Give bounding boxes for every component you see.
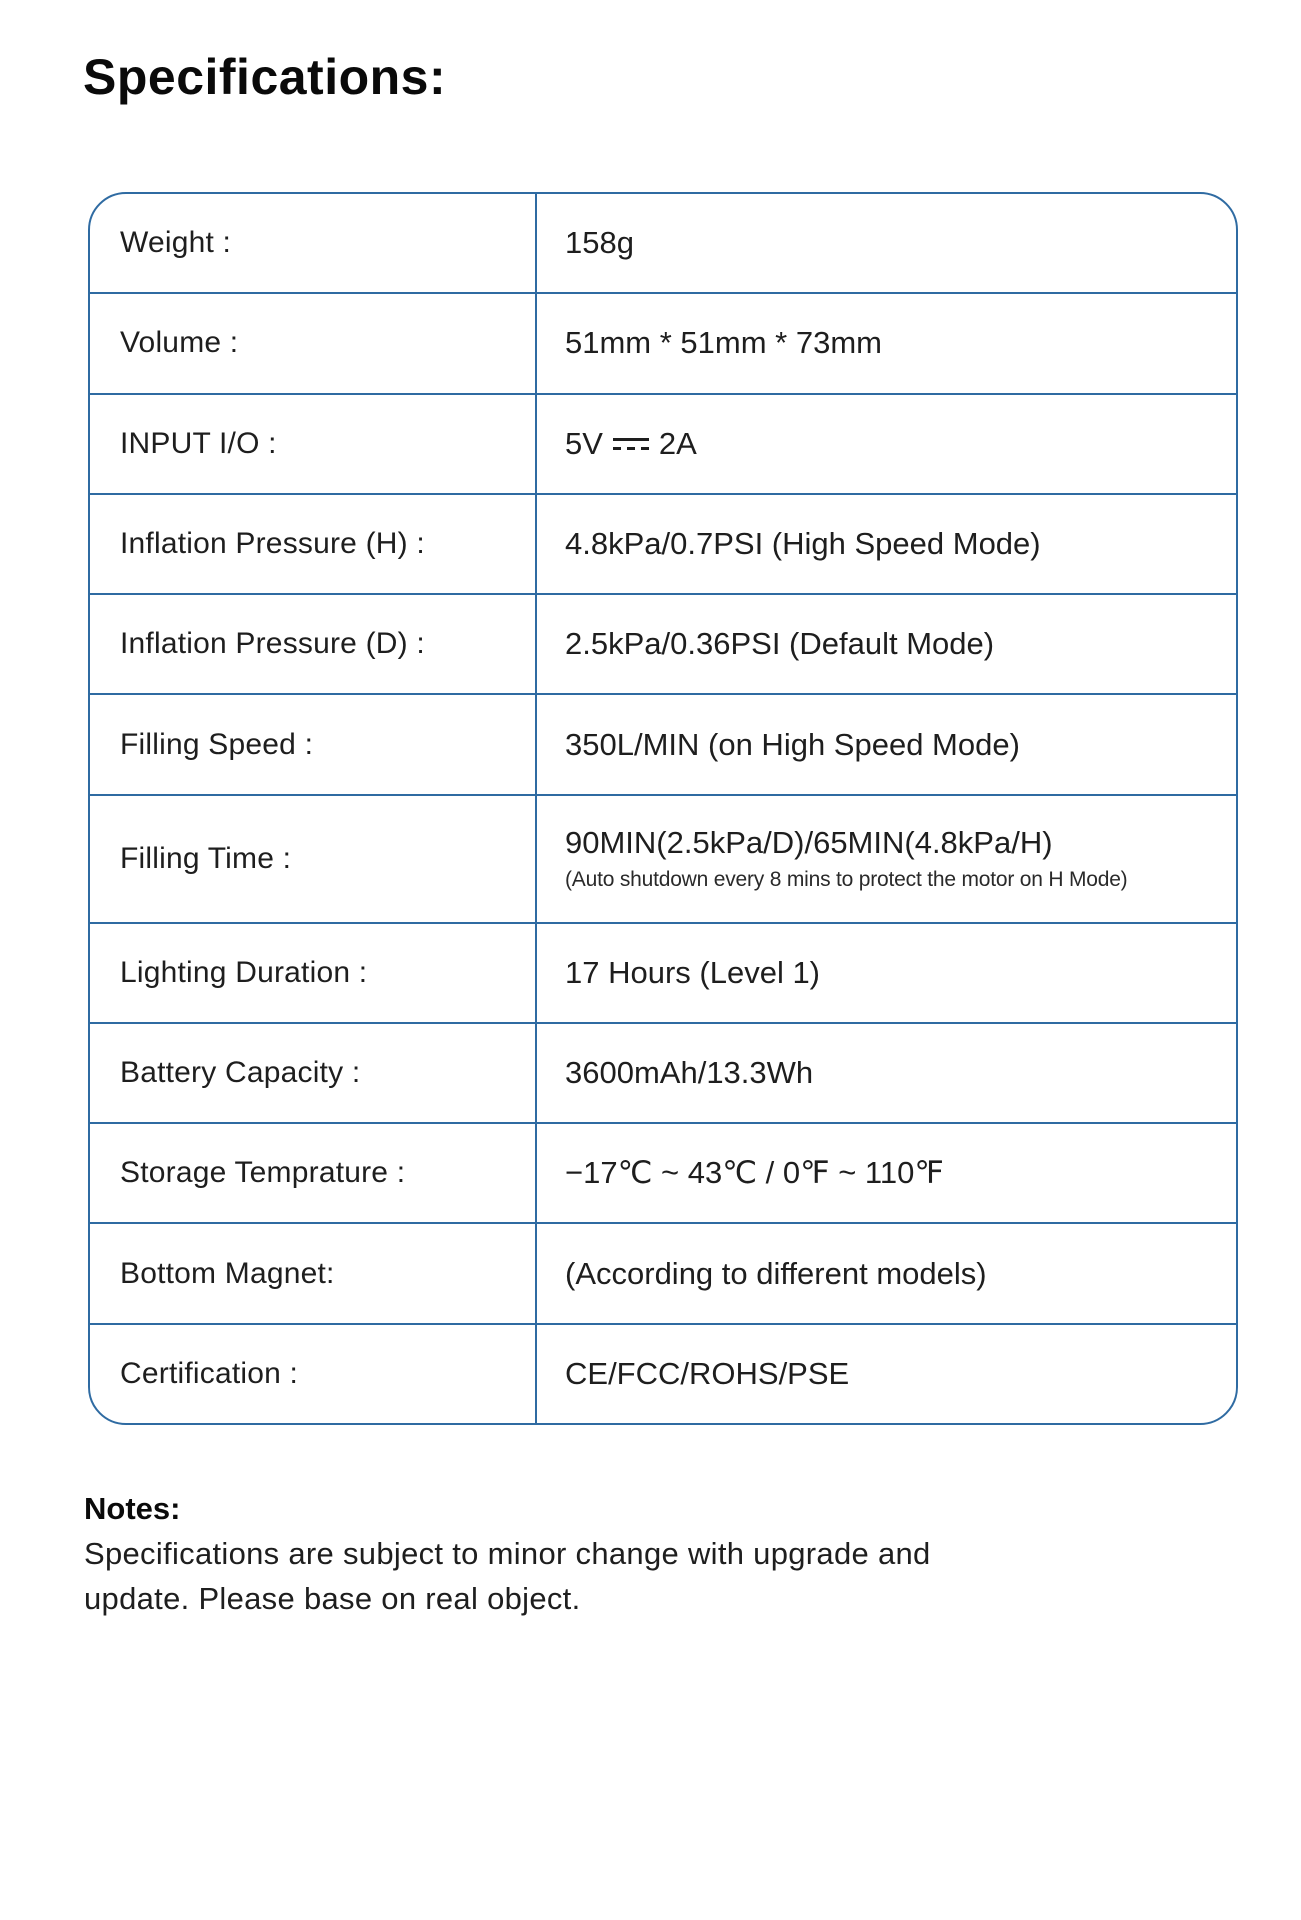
notes-text-line-2: update. Please base on real object.	[84, 1581, 581, 1616]
spec-value-text	[565, 426, 1236, 462]
spec-label: Inflation Pressure (H) :	[90, 495, 537, 593]
spec-value-cell	[537, 395, 1236, 493]
spec-value-cell	[537, 1325, 1236, 1423]
spec-label: Inflation Pressure (D) :	[90, 595, 537, 693]
notes-heading: Notes:	[84, 1491, 181, 1526]
spec-table-row	[90, 1122, 1236, 1222]
spec-value-cell	[537, 294, 1236, 392]
spec-label: Lighting Duration :	[90, 924, 537, 1022]
spec-table-row	[90, 922, 1236, 1022]
spec-value-note: (Auto shutdown every 8 mins to protect the motor on H Mode)	[565, 868, 1128, 892]
dc-current-icon	[613, 438, 649, 450]
spec-value-cell	[537, 595, 1236, 693]
spec-table-row	[90, 794, 1236, 922]
spec-value-text: 3600mAh/13.3Wh	[565, 1055, 814, 1091]
spec-table-row	[90, 493, 1236, 593]
spec-label: Filling Speed :	[90, 695, 537, 793]
spec-value-text: −17℃ ~ 43℃ / 0℉ ~ 110℉	[565, 1155, 944, 1191]
spec-value-text: 2.5kPa/0.36PSI (Default Mode)	[565, 626, 995, 662]
spec-label: Certification :	[90, 1325, 537, 1423]
spec-table-row	[90, 1022, 1236, 1122]
spec-value-text: 90MIN(2.5kPa/D)/65MIN(4.8kPa/H)	[565, 825, 1053, 861]
spec-value-cell	[537, 1224, 1236, 1322]
spec-value-cell	[537, 1024, 1236, 1122]
spec-label: Filling Time :	[90, 796, 537, 922]
spec-value-text: 158g	[565, 225, 634, 261]
spec-table-row	[90, 593, 1236, 693]
spec-label: INPUT I/O :	[90, 395, 537, 493]
spec-value-text: (According to different models)	[565, 1255, 987, 1291]
specifications-table	[88, 192, 1238, 1425]
spec-value-cell	[537, 695, 1236, 793]
spec-value-cell	[537, 924, 1236, 1022]
spec-value-cell	[537, 495, 1236, 593]
spec-label: Storage Temprature :	[90, 1124, 537, 1222]
notes-text-line-1: Specifications are subject to minor change with upgrade and	[84, 1536, 931, 1571]
spec-table-row	[90, 693, 1236, 793]
page-title: Specifications:	[83, 49, 447, 105]
notes-section	[84, 1486, 1214, 1621]
spec-label: Weight :	[90, 194, 537, 292]
spec-label: Volume :	[90, 294, 537, 392]
spec-value-text: 350L/MIN (on High Speed Mode)	[565, 726, 1020, 762]
spec-table-row	[90, 1323, 1236, 1423]
spec-table-row	[90, 393, 1236, 493]
spec-value-cell	[537, 796, 1236, 922]
spec-value-text: 51mm * 51mm * 73mm	[565, 325, 882, 361]
spec-table-row	[90, 292, 1236, 392]
spec-table-row	[90, 1222, 1236, 1322]
spec-value-text: 17 Hours (Level 1)	[565, 954, 821, 990]
spec-label: Bottom Magnet:	[90, 1224, 537, 1322]
dc-voltage-text: 5V	[565, 425, 603, 461]
spec-table-row	[90, 194, 1236, 292]
spec-value-text: 4.8kPa/0.7PSI (High Speed Mode)	[565, 526, 1041, 562]
spec-label: Battery Capacity :	[90, 1024, 537, 1122]
spec-value-cell	[537, 194, 1236, 292]
spec-value-text: CE/FCC/ROHS/PSE	[565, 1355, 850, 1391]
dc-amperage-text: 2A	[658, 425, 697, 461]
spec-value-cell	[537, 1124, 1236, 1222]
